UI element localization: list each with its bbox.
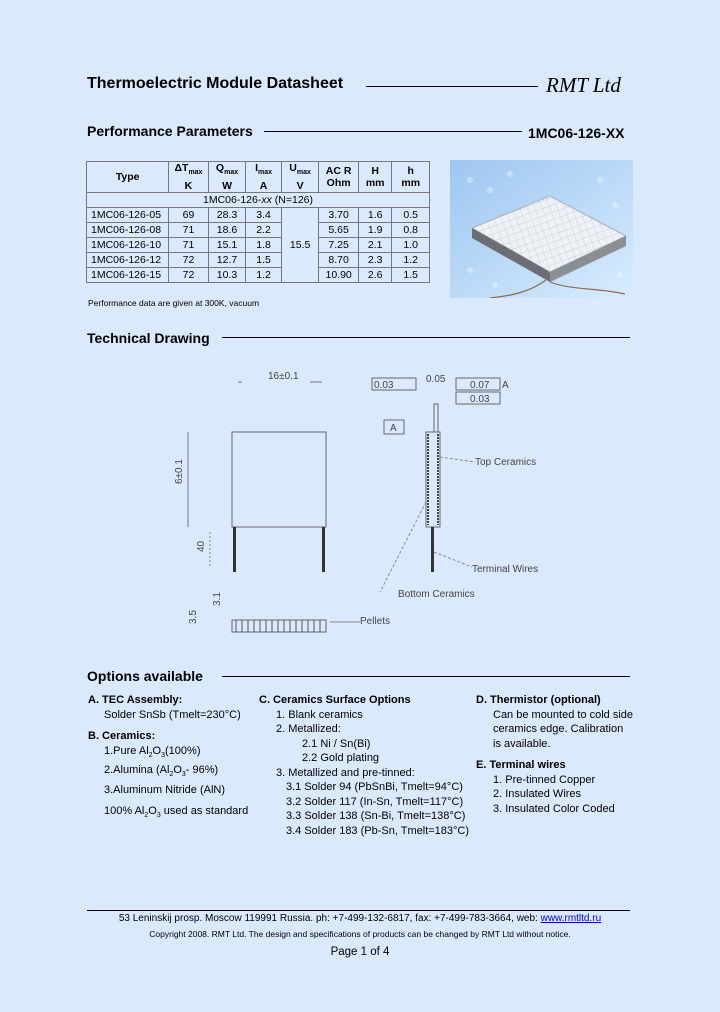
tol-flat2: 0.03 — [470, 394, 490, 405]
col-header-dtmax: $\Delta T_{max}$ K — [169, 162, 209, 193]
cell-H: 1.6 — [358, 208, 391, 223]
options-column-a — [88, 693, 248, 824]
performance-rule — [264, 131, 522, 132]
table-row — [87, 223, 430, 238]
options-column-c — [259, 693, 469, 838]
col-header-H: H mm — [358, 162, 391, 193]
cell-type: 1MC06-126-05 — [87, 208, 169, 223]
bottom-view — [188, 592, 390, 632]
col-header-acr: AC R Ohm — [319, 162, 359, 193]
cell-acr: 7.25 — [319, 238, 359, 253]
option-d-line3: is available. — [493, 737, 551, 750]
cell-H: 1.9 — [358, 223, 391, 238]
option-e2: 2. Insulated Wires — [493, 788, 582, 800]
option-c1: 1. Blank ceramics — [276, 708, 363, 721]
group-label: 1MC06-126-xx (N=126) — [87, 193, 430, 208]
table-header-row — [87, 162, 430, 193]
cell-h: 0.5 — [392, 208, 430, 223]
cell-type: 1MC06-126-15 — [87, 268, 169, 283]
col-header-umax: $U_{max}$ V — [281, 162, 319, 193]
label-bottom-ceramics: Bottom Ceramics — [398, 589, 475, 600]
option-d-title: D. Thermistor (optional) — [476, 694, 601, 706]
cell-i: 1.2 — [246, 268, 282, 283]
option-e1: 1. Pre-tinned Copper — [493, 773, 596, 786]
cell-q: 10.3 — [208, 268, 246, 283]
col-header-qmax: $Q_{max}$ W — [208, 162, 246, 193]
option-c34: 3.4 Solder 183 (Pb-Sn, Tmelt=183°C) — [286, 824, 470, 837]
product-photo — [450, 160, 633, 298]
dim-lead: 40 — [196, 540, 207, 552]
cell-q: 15.1 — [208, 238, 246, 253]
table-row — [87, 238, 430, 253]
cell-acr: 5.65 — [319, 223, 359, 238]
cell-acr: 10.90 — [319, 268, 359, 283]
dim-h2: 3.1 — [212, 592, 223, 606]
performance-table — [86, 161, 430, 283]
option-b1: 1.Pure $Al_2O_3(100\%)$ — [104, 744, 201, 759]
table-row — [87, 208, 430, 223]
datum-ref: A — [502, 380, 509, 391]
section-heading-performance: Performance Parameters — [87, 123, 253, 139]
cell-H: 2.3 — [358, 253, 391, 268]
section-heading-options: Options available — [87, 668, 203, 684]
col-header-h: h mm — [392, 162, 430, 193]
page-title: Thermoelectric Module Datasheet — [87, 75, 344, 92]
cell-acr: 3.70 — [319, 208, 359, 223]
option-c2: 2. Metallized: — [276, 723, 341, 735]
cell-h: 1.2 — [392, 253, 430, 268]
cell-h: 1.0 — [392, 238, 430, 253]
cell-h: 1.5 — [392, 268, 430, 283]
dim-width: 16±0.1 — [268, 371, 299, 382]
cell-q: 28.3 — [208, 208, 246, 223]
cell-type: 1MC06-126-12 — [87, 253, 169, 268]
cell-H: 2.6 — [358, 268, 391, 283]
dim-height: 6±0.1 — [174, 459, 185, 484]
datum-box: A — [390, 423, 397, 434]
table-row — [87, 268, 430, 283]
options-column-d — [476, 693, 633, 816]
option-c-title: C. Ceramics Surface Options — [259, 694, 411, 706]
label-top-ceramics: Top Ceramics — [475, 457, 537, 468]
option-c21: 2.1 Ni / Sn(Bi) — [302, 737, 371, 750]
cell-dt: 72 — [169, 268, 209, 283]
cell-dt: 72 — [169, 253, 209, 268]
footer-rule — [87, 910, 630, 911]
option-e3: 3. Insulated Color Coded — [493, 802, 615, 815]
section-heading-drawing: Technical Drawing — [87, 330, 210, 346]
cell-i: 1.5 — [246, 253, 282, 268]
option-c33: 3.3 Solder 138 (Sn-Bi, Tmelt=138°C) — [286, 810, 466, 822]
tol-flat: 0.03 — [374, 380, 394, 391]
drawing-rule — [222, 337, 630, 338]
option-c31: 3.1 Solder 94 (PbSnBi, Tmelt=94°C) — [286, 781, 463, 793]
option-b-title: B. Ceramics: — [88, 730, 156, 742]
option-b3: 3.Aluminum Nitride (AlN) — [104, 783, 226, 796]
cell-q: 12.7 — [208, 253, 246, 268]
footer-web-link[interactable]: www.rmtltd.ru — [540, 913, 602, 924]
option-c22: 2.2 Gold plating — [302, 752, 380, 764]
footer-copyright: Copyright 2008. RMT Ltd. The design and specifications of products can be changed by RMT Ltd without notice. — [149, 929, 571, 939]
front-view — [174, 371, 326, 572]
option-d-line1: Can be mounted to cold side — [493, 708, 634, 721]
cell-acr: 8.70 — [319, 253, 359, 268]
cell-dt: 71 — [169, 223, 209, 238]
option-a-title: A. TEC Assembly: — [88, 694, 183, 706]
option-b-standard: 100% $Al_2O_3$ used as standard — [104, 805, 249, 820]
table-note: Performance data are given at 300K, vacuum — [88, 298, 260, 308]
option-d-line2: ceramics edge. Calibration — [493, 723, 624, 735]
model-number: 1MC06-126-XX — [528, 125, 625, 141]
cell-i: 3.4 — [246, 208, 282, 223]
tol-thick: 0.05 — [426, 374, 446, 385]
col-header-imax: $I_{max}$ A — [246, 162, 282, 193]
cell-q: 18.6 — [208, 223, 246, 238]
option-c32: 3.2 Solder 117 (In-Sn, Tmelt=117°C) — [286, 795, 464, 808]
col-header-type: Type — [87, 162, 169, 193]
option-c3: 3. Metallized and pre-tinned: — [276, 766, 415, 779]
option-a-line: Solder SnSb (Tmelt=230°C) — [104, 708, 241, 721]
cell-h: 0.8 — [392, 223, 430, 238]
cell-type: 1MC06-126-08 — [87, 223, 169, 238]
footer-address: 53 Leninskij prosp. Moscow 119991 Russia. ph: +7-499-132-6817, fax: +7-499-783-3664, web: www.rmtltd.ru — [118, 913, 602, 924]
option-b2: 2.Alumina ($Al_2O_3-$ 96%) — [104, 764, 219, 779]
technical-drawing — [170, 362, 570, 642]
cell-dt: 71 — [169, 238, 209, 253]
tol-parallel: 0.07 — [470, 380, 490, 391]
side-view — [372, 374, 538, 600]
option-e-title: E. Terminal wires — [476, 759, 566, 771]
cell-i: 1.8 — [246, 238, 282, 253]
table-group-row — [87, 193, 430, 208]
dim-h1: 3.5 — [188, 610, 199, 624]
cell-type: 1MC06-126-10 — [87, 238, 169, 253]
options-rule — [222, 676, 630, 677]
cell-umax: 15.5 — [281, 208, 319, 283]
page-number: Page 1 of 4 — [330, 946, 390, 958]
header-rule — [366, 86, 538, 87]
cell-dt: 69 — [169, 208, 209, 223]
cell-i: 2.2 — [246, 223, 282, 238]
cell-H: 2.1 — [358, 238, 391, 253]
label-pellets: Pellets — [360, 616, 391, 627]
label-terminal-wires: Terminal Wires — [472, 564, 539, 575]
brand-logo: RMT Ltd — [546, 73, 621, 97]
table-row — [87, 253, 430, 268]
